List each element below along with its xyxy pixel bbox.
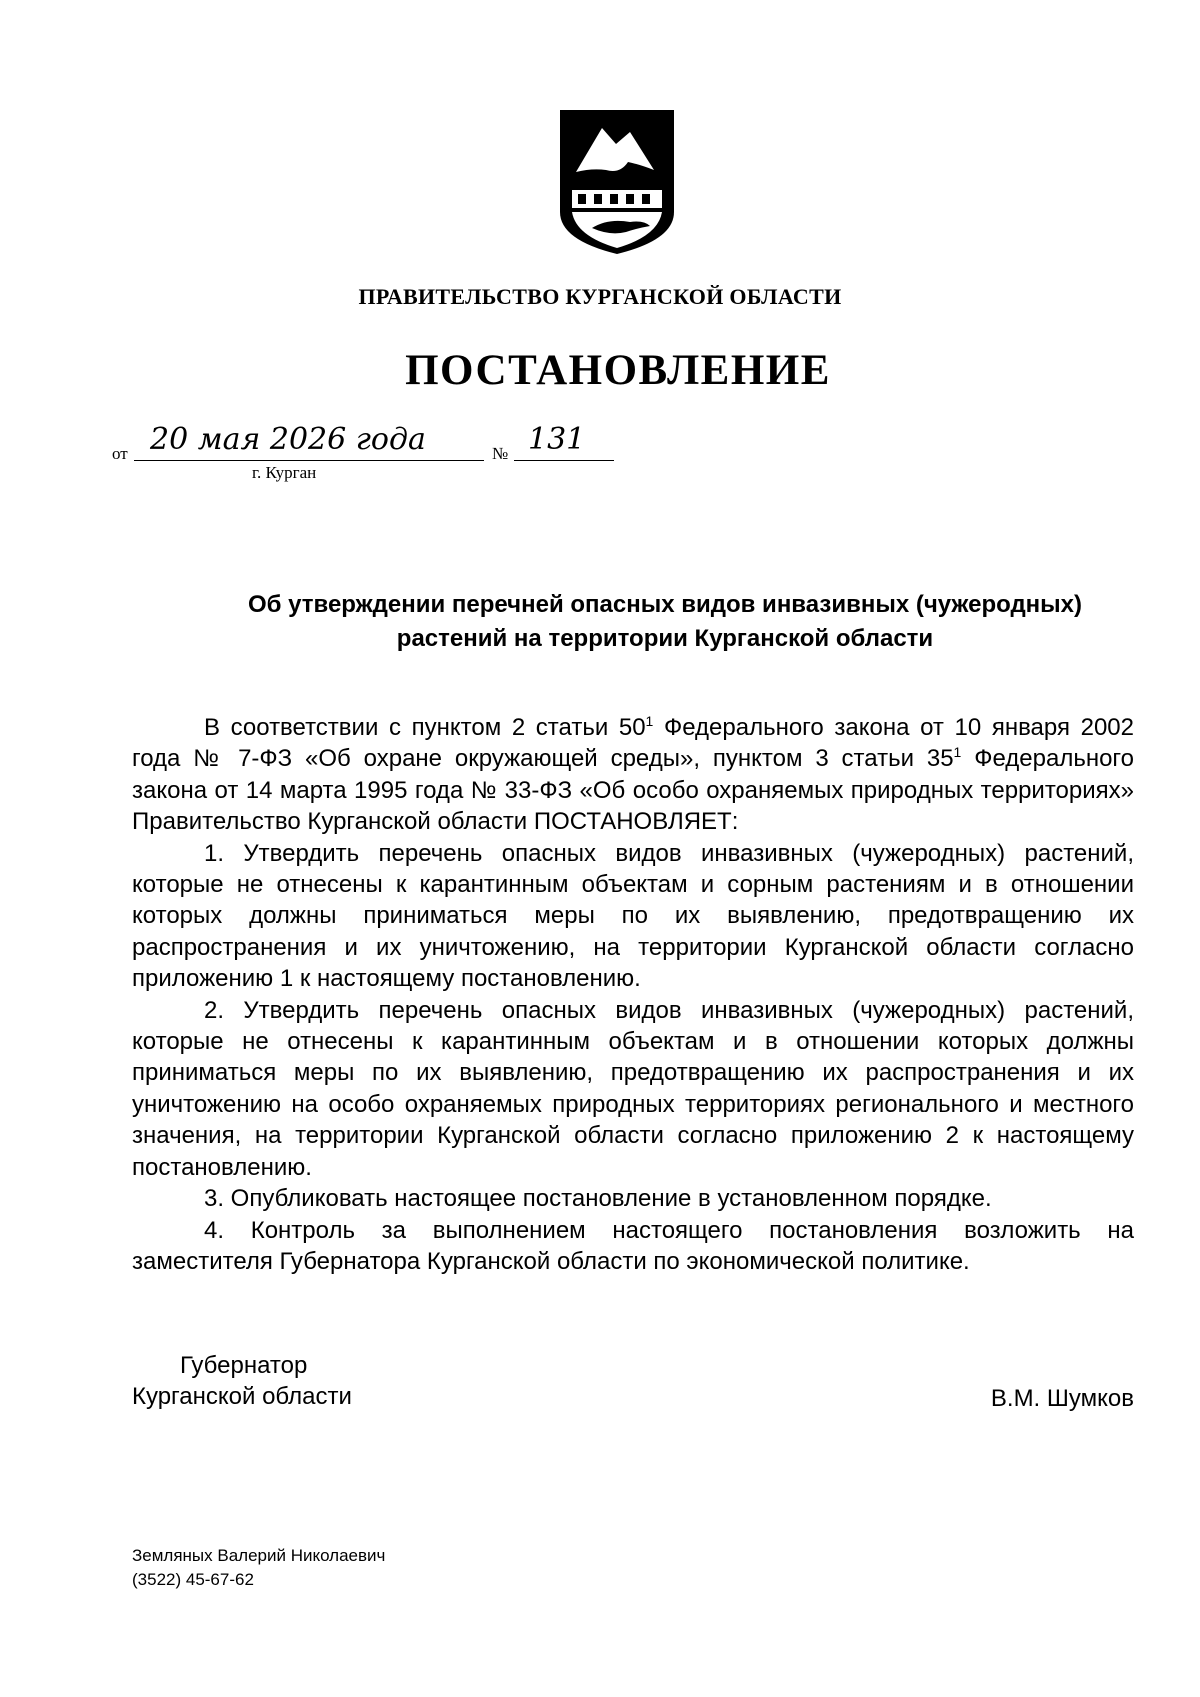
executor-phone: (3522) 45-67-62 xyxy=(132,1570,254,1589)
executor-name: Земляных Валерий Николаевич xyxy=(132,1546,386,1565)
title-line-1: Об утверждении перечней опасных видов инвазивных (чужеродных) xyxy=(247,591,1083,618)
number-handwritten: 131 xyxy=(528,422,586,457)
document-type-heading: ПОСТАНОВЛЕНИЕ xyxy=(405,347,831,394)
superscript-2: 1 xyxy=(953,744,962,761)
date-prefix: от xyxy=(112,444,128,463)
date-underline xyxy=(134,460,484,461)
title-line-2: растений на территории Курганской области xyxy=(396,625,934,652)
number-underline xyxy=(514,460,614,461)
item-3-paragraph: 3. Опубликовать настоящее постановление в установленном порядке. xyxy=(204,1185,992,1213)
preamble-part-2: Федерального закона от 10 января 2002 года № 7-ФЗ «Об охране окружающей среды», пунктом 3 статьи 35 xyxy=(132,714,1134,773)
preamble-paragraph xyxy=(132,712,1134,838)
document-title xyxy=(200,588,1130,656)
item-1-paragraph: 1. Утвердить перечень опасных видов инвазивных (чужеродных) растений, которые не отнесены к карантинным объектам и сорным растениям и в отношении которых должны приниматься меры по их выявлению, предотвращению их распространения и их уничтожению, на территории Курганской области согласно приложению 1 к настоящему постановлению. xyxy=(132,839,1134,993)
number-sign: № xyxy=(492,444,509,463)
preamble-part-1: В соответствии с пунктом 2 статьи 50 xyxy=(204,714,646,741)
item-2-paragraph: 2. Утвердить перечень опасных видов инвазивных (чужеродных) растений, которые не отнесены к карантинным объектам и в отношении которых должны приниматься меры по их выявлению, предотвращению их распространения и их уничтожению на особо охраняемых природных территориях регионального и местного значения, на территории Курганской области согласно приложению 2 к настоящему постановлению. xyxy=(132,996,1134,1181)
signer-name: В.М. Шумков xyxy=(990,1385,1134,1412)
date-handwritten: 20 мая 2026 года xyxy=(150,422,426,457)
signer-position-line-1: Губернатор xyxy=(180,1352,308,1379)
document-body xyxy=(132,712,1134,1277)
city: г. Курган xyxy=(252,463,317,482)
superscript-1: 1 xyxy=(645,713,654,729)
item-4-paragraph: 4. Контроль за выполнением настоящего постановления возложить на заместителя Губернатора Курганской области по экономической политике. xyxy=(132,1216,1134,1275)
preamble-part-3: Федерального закона от 14 марта 1995 года № 33-ФЗ «Об особо охраняемых природных территориях» Правительство Курганской области ПОСТАНОВЛЯЕТ: xyxy=(132,745,1135,836)
coat-of-arms-emblem xyxy=(558,108,676,258)
signer-position-line-2: Курганской области xyxy=(132,1383,352,1410)
government-name: ПРАВИТЕЛЬСТВО КУРГАНСКОЙ ОБЛАСТИ xyxy=(358,284,842,309)
